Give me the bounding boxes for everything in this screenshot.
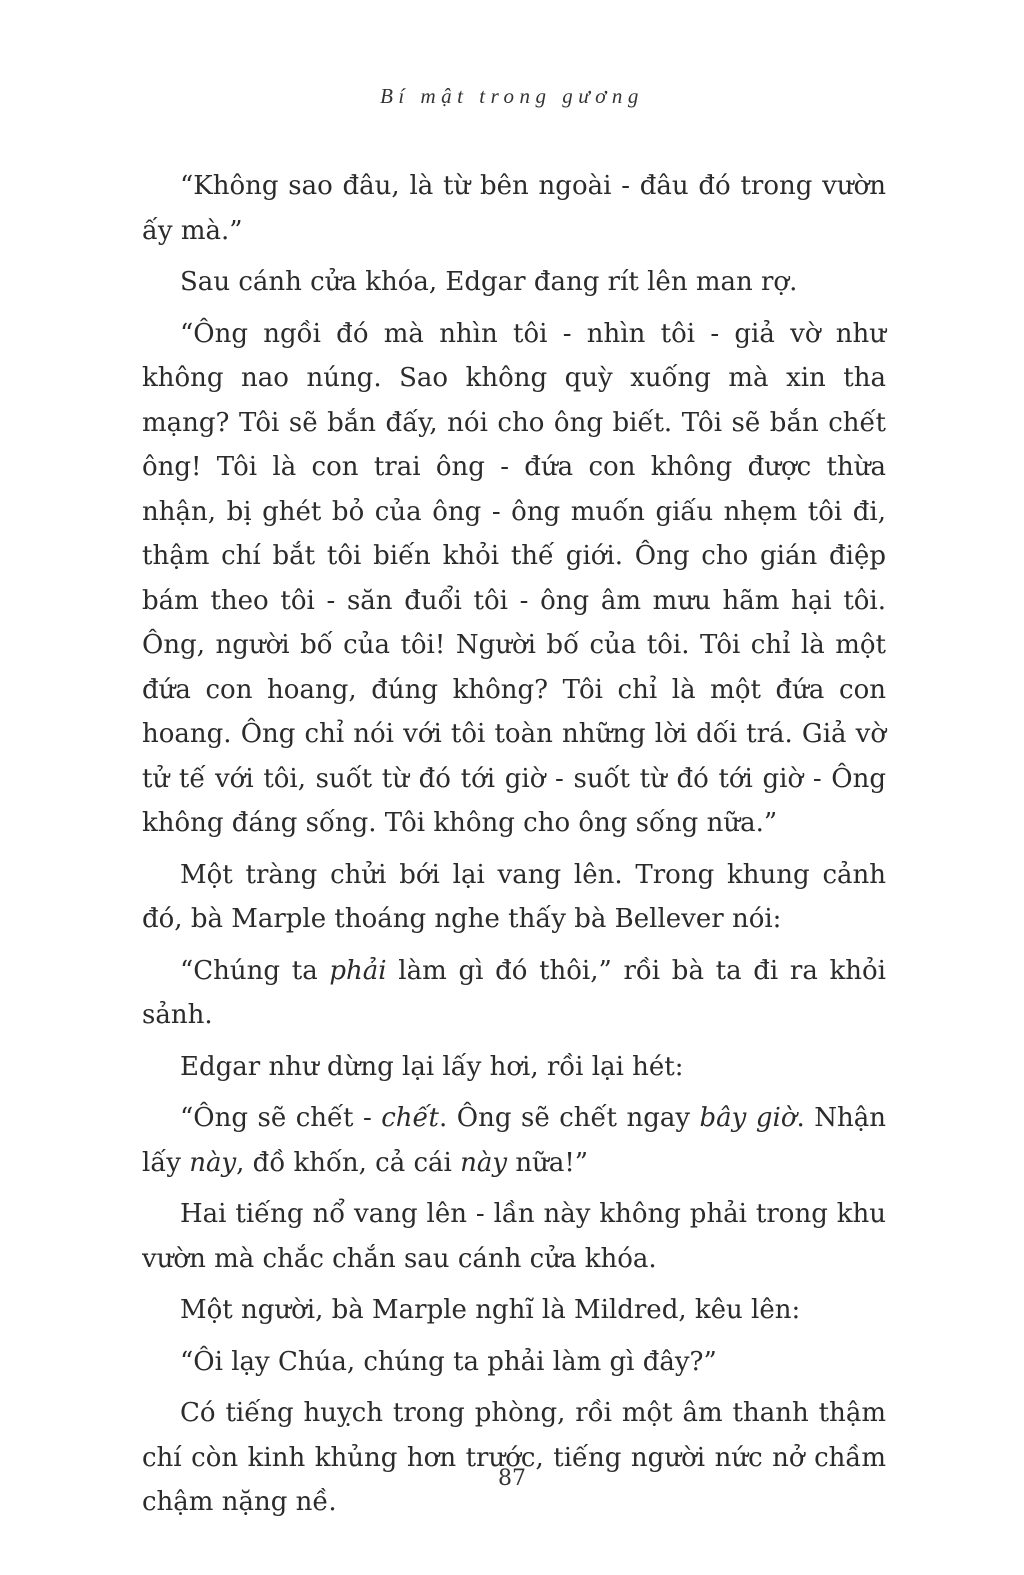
paragraph: [142, 1192, 886, 1281]
text-run: Edgar như dừng lại lấy hơi, rồi lại hét:: [180, 1051, 684, 1082]
text-run: Một tràng chửi bới lại vang lên. Trong khung cảnh đó, bà Marple thoáng nghe thấy bà Bellever nói:: [142, 859, 886, 934]
running-header: Bí mật trong gương: [380, 84, 644, 108]
italic-text: chết: [381, 1103, 440, 1133]
italic-text: này: [189, 1147, 237, 1178]
body-text: [142, 164, 886, 1532]
text-run: làm gì đó thôi,” rồi bà ta đi ra khỏi sảnh.: [142, 955, 886, 1030]
paragraph: [142, 1391, 886, 1525]
paragraph: [142, 260, 886, 305]
paragraph: [142, 1096, 886, 1185]
text-run: Hai tiếng nổ vang lên - lần này không phải trong khu vườn mà chắc chắn sau cánh cửa khóa.: [142, 1199, 886, 1274]
paragraph: [142, 949, 886, 1038]
text-run: “Ông ngồi đó mà nhìn tôi - nhìn tôi - giả vờ như không nao núng. Sao không quỳ xuống mà xin tha mạng? Tôi sẽ bắn đấy, nói cho ông biết. Tôi sẽ bắn chết ông! Tôi là con trai ông - đứa con không được thừa nhận, bị ghét bỏ của ông - ông muốn giấu nhẹm tôi đi, thậm chí bắt tôi biến khỏi thế giới. Ông cho gián điệp bám theo tôi - săn đuổi tôi - ông âm mưu hãm hại tôi. Ông, người bố của tôi! Người bố của tôi. Tôi chỉ là một đứa con hoang, đúng không? Tôi chỉ là một đứa con hoang. Ông chỉ nói với tôi toàn những lời dối trá. Giả vờ tử tế với tôi, suốt từ đó tới giờ - suốt từ đó tới giờ - Ông không đáng sống. Tôi không cho ông sống nữa.”: [142, 318, 886, 838]
paragraph: [142, 1288, 886, 1333]
paragraph: [142, 1340, 886, 1385]
text-run: Có tiếng huỵch trong phòng, rồi một âm thanh thậm chí còn kinh khủng hơn trước, tiếng người nức nở chầm chậm nặng nề.: [142, 1398, 886, 1517]
text-run: , đồ khốn, cả cái: [236, 1147, 461, 1178]
text-run: nữa!”: [507, 1147, 589, 1178]
paragraph: [142, 312, 886, 846]
paragraph: [142, 164, 886, 253]
text-run: “Chúng ta: [180, 955, 330, 986]
text-run: . Ông sẽ chết ngay: [439, 1103, 700, 1133]
text-run: . Nhận lấy: [142, 1103, 886, 1178]
text-run: “Không sao đâu, là từ bên ngoài - đâu đó trong vườn ấy mà.”: [142, 171, 886, 246]
page-number: 87: [498, 1466, 526, 1491]
paragraph: [142, 1045, 886, 1090]
italic-text: bây giờ: [699, 1103, 797, 1133]
paragraph: [142, 853, 886, 942]
italic-text: này: [460, 1147, 508, 1178]
text-run: Một người, bà Marple nghĩ là Mildred, kêu lên:: [180, 1295, 801, 1325]
text-run: “Ôi lạy Chúa, chúng ta phải làm gì đây?”: [180, 1346, 717, 1377]
italic-text: phải: [329, 955, 387, 986]
text-run: Sau cánh cửa khóa, Edgar đang rít lên man rợ.: [180, 267, 798, 297]
text-run: “Ông sẽ chết -: [180, 1103, 382, 1133]
